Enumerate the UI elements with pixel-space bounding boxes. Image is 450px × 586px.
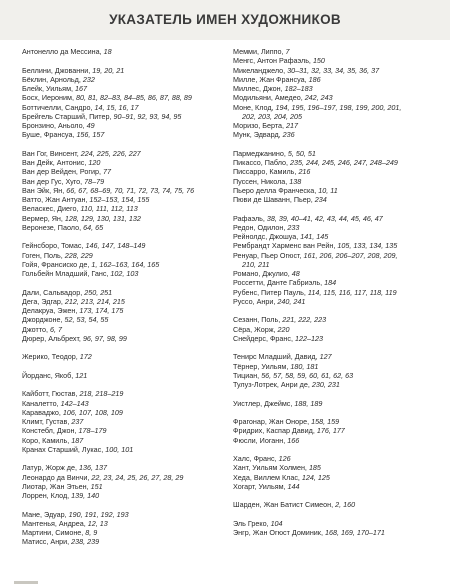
page-numbers: 96, 97, 98, 99 <box>82 333 127 343</box>
artist-name: Пуссен, Никола, <box>233 176 290 186</box>
page-numbers: 18 <box>103 47 112 56</box>
artist-name: Гоген, Поль, <box>22 250 65 260</box>
artist-name: Фрагонар, Жан Оноре, <box>233 417 312 426</box>
index-group <box>233 214 443 307</box>
page-numbers: 233 <box>287 222 300 232</box>
page-numbers: 80, 81, 82–83, 84–85, 86, 87, 88, 89 <box>75 93 192 103</box>
index-entry <box>22 186 228 195</box>
artist-name: Тулуз-Лотрек, Анри де, <box>233 380 312 389</box>
index-entry <box>233 84 443 93</box>
index-entry <box>233 463 443 472</box>
page-numbers: 242, 243 <box>304 93 333 103</box>
page-numbers: 172 <box>79 352 92 362</box>
artist-name: Фридрих, Каспар Давид, <box>233 426 317 436</box>
index-group <box>22 510 228 547</box>
artist-name: Хант, Уильям Холмен, <box>233 463 309 473</box>
index-group <box>22 47 228 56</box>
artist-name: Рембрандт Харменс ван Рейн, <box>233 241 338 251</box>
artist-name: Матисс, Анри, <box>22 537 72 547</box>
artist-name: Кранах Старший, Лукас, <box>22 444 106 454</box>
index-entry <box>233 177 443 186</box>
index-entry <box>22 297 228 306</box>
index-group <box>233 47 443 140</box>
index-column-left <box>22 47 228 556</box>
artist-name: Редон, Одилон, <box>233 222 288 232</box>
page-numbers-continued: 210, 211 <box>242 259 270 269</box>
index-group <box>22 389 228 454</box>
artist-name: Йорданс, Якоб, <box>22 370 76 380</box>
page-numbers: 102, 103 <box>110 269 139 278</box>
page-numbers: 7 <box>285 47 290 56</box>
artist-name: Фюсли, Иоганн, <box>233 435 288 445</box>
index-entry <box>233 75 443 84</box>
page-numbers: 144 <box>287 481 300 491</box>
index-entry <box>22 371 228 380</box>
index-entry <box>233 473 443 482</box>
artist-name: Гейнсборо, Томас, <box>22 241 86 251</box>
index-entry <box>22 491 228 500</box>
index-entry <box>22 223 228 232</box>
page-numbers: 185 <box>308 463 321 473</box>
artist-name: Пармеджанино, <box>233 148 288 158</box>
index-group <box>233 417 443 445</box>
index-group <box>22 288 228 344</box>
index-group <box>22 149 228 232</box>
index-entry <box>233 103 443 122</box>
index-entry <box>233 214 443 223</box>
artist-name: Пюви де Шаванн, Пьер, <box>233 195 315 204</box>
page-numbers: 19, 20, 21 <box>92 65 125 75</box>
page-numbers: 105, 133, 134, 135 <box>337 241 398 251</box>
artist-name: Ван дер Вейден, Рогир, <box>22 167 104 177</box>
index-entry <box>22 214 228 223</box>
page-numbers: 176, 177 <box>316 426 345 436</box>
index-entry <box>22 445 228 454</box>
index-entry <box>233 454 443 463</box>
page-numbers: 188, 189 <box>294 398 323 408</box>
index-entry <box>233 426 443 435</box>
index-entry <box>233 47 443 56</box>
artist-name: Веласкес, Диего, <box>22 204 81 214</box>
page-title: УКАЗАТЕЛЬ ИМЕН ХУДОЖНИКОВ <box>109 12 341 27</box>
index-entry <box>233 269 443 278</box>
artist-name: Сезанн, Поль, <box>233 315 283 325</box>
artist-name: Бёклин, Арнольд, <box>22 74 83 84</box>
index-group <box>22 463 228 500</box>
artist-name: Модильяни, Амедео, <box>233 93 305 103</box>
index-entry <box>233 56 443 65</box>
artist-name: Уистлер, Джеймс, <box>233 398 295 408</box>
page-numbers: 187 <box>71 435 84 445</box>
index-entry <box>233 399 443 408</box>
page-numbers: 186 <box>308 74 321 84</box>
index-entry <box>22 537 228 546</box>
page-numbers: 141, 145 <box>300 232 329 241</box>
page-numbers: 237 <box>71 417 84 426</box>
index-entry <box>22 528 228 537</box>
artist-name: Ван Эйк, Ян, <box>22 185 67 195</box>
artist-name: Писсарро, Камиль, <box>233 167 299 177</box>
artist-name: Тёрнер, Уильям, <box>233 361 291 371</box>
index-group <box>22 241 228 278</box>
artist-name: Ватто, Жан Антуан, <box>22 195 90 204</box>
page-numbers: 64, 65 <box>83 222 104 232</box>
artist-name: Боттичелли, Сандро, <box>22 102 95 112</box>
page-numbers: 146, 147, 148–149 <box>85 241 146 251</box>
index-entry <box>22 195 228 204</box>
page-numbers: 166 <box>287 435 300 445</box>
artist-name: Латур, Жорж де, <box>22 463 79 473</box>
index-entry <box>233 278 443 287</box>
artist-name: Мунк, Эдвард, <box>233 130 283 140</box>
artist-name: Пикассо, Пабло, <box>233 158 290 167</box>
index-entry <box>22 177 228 186</box>
artist-name: Дюрер, Альбрехт, <box>22 333 83 343</box>
artist-name: Рафаэль, <box>233 213 267 223</box>
index-entry <box>22 334 228 343</box>
page-numbers: 114, 115, 116, 117, 118, 119 <box>307 287 397 297</box>
artist-name: Босх, Иероним, <box>22 93 76 103</box>
artist-name: Мантенья, Андреа, <box>22 518 88 528</box>
page-numbers: 218, 218–219 <box>79 389 124 399</box>
artist-name: Менгс, Антон Рафаэль, <box>233 56 313 66</box>
index-entry <box>22 149 228 158</box>
page-numbers: 110, 111, 112, 113 <box>80 204 138 214</box>
page-numbers: 224, 225, 226, 227 <box>80 148 141 158</box>
index-entry <box>22 241 228 250</box>
artist-name: Бронзино, Аньоло, <box>22 121 87 130</box>
index-entry <box>233 130 443 139</box>
index-entry <box>22 426 228 435</box>
artist-name: Констебл, Джон, <box>22 426 79 436</box>
index-entry <box>22 93 228 102</box>
artist-name: Пьеро делла Франческа, <box>233 185 319 195</box>
index-entry <box>233 325 443 334</box>
artist-name: Джорджоне, <box>22 315 65 325</box>
index-entry <box>22 130 228 139</box>
page-numbers: 100, 101 <box>105 444 134 454</box>
page-numbers: 66, 67, 68–69, 70, 71, 72, 73, 74, 75, 76 <box>66 185 195 195</box>
index-entry <box>233 362 443 371</box>
index-entry <box>22 482 228 491</box>
artist-name: Микеланджело, <box>233 65 288 75</box>
page-numbers: 190, 191, 192, 193 <box>68 509 129 519</box>
index-entry <box>22 269 228 278</box>
index-entry <box>22 519 228 528</box>
artist-name: Моризо, Берта, <box>233 121 287 130</box>
page-numbers: 158, 159 <box>311 417 340 426</box>
index-entry <box>233 232 443 241</box>
index-entry <box>22 417 228 426</box>
index-entry <box>22 251 228 260</box>
page-numbers: 184 <box>324 278 337 288</box>
page-numbers: 142–143 <box>60 398 89 408</box>
artist-name: Эль Греко, <box>233 518 271 528</box>
index-entry <box>233 121 443 130</box>
page-numbers: 234 <box>314 195 327 204</box>
index-entry <box>22 66 228 75</box>
page-numbers: 2, 160 <box>335 500 356 510</box>
artist-name: Руссо, Анри, <box>233 296 278 306</box>
page-numbers: 5, 50, 51 <box>287 148 316 158</box>
page-numbers: 127 <box>319 352 332 362</box>
index-entry <box>22 306 228 315</box>
index-entry <box>233 417 443 426</box>
index-entry <box>22 47 228 56</box>
artist-name: Гойя, Франсиско де, <box>22 259 92 269</box>
index-entry <box>22 121 228 130</box>
index-entry <box>22 436 228 445</box>
index-entry <box>22 473 228 482</box>
artist-name: Ван дер Гус, Хуго, <box>22 176 85 186</box>
page-numbers-continued: 202, 203, 204, 205 <box>242 111 302 121</box>
page-numbers: 220 <box>277 324 290 334</box>
artist-name: Коро, Камиль, <box>22 435 72 445</box>
artist-name: Моне, Клод, <box>233 102 276 112</box>
index-entry <box>233 251 443 270</box>
page-numbers: 235, 244, 245, 246, 247, 248–249 <box>289 158 398 167</box>
page-numbers: 14, 15, 16, 17 <box>94 102 139 112</box>
index-entry <box>233 500 443 509</box>
page-numbers: 182–183 <box>284 84 313 93</box>
index-entry <box>233 223 443 232</box>
page-numbers: 78–79 <box>84 176 105 186</box>
artist-name: Беллини, Джованни, <box>22 65 93 75</box>
artist-name: Лоррен, Клод, <box>22 491 72 500</box>
artist-name: Тенирс Младший, Давид, <box>233 352 320 362</box>
artist-name: Вермер, Ян, <box>22 213 65 223</box>
page-numbers: 38, 39, 40–41, 42, 43, 44, 45, 46, 47 <box>266 213 383 223</box>
page-numbers: 120 <box>88 158 101 167</box>
index-entry <box>22 408 228 417</box>
index-group <box>233 149 443 205</box>
page-numbers: 167 <box>75 84 88 93</box>
artist-name: Климт, Густав, <box>22 417 72 426</box>
artist-name: Ван Гог, Винсент, <box>22 148 81 158</box>
artist-name: Брейгель Старший, Питер, <box>22 111 114 121</box>
artist-name: Тициан, <box>233 370 262 380</box>
index-group <box>233 399 443 408</box>
page-numbers: 124, 125 <box>301 472 330 482</box>
page-numbers: 10, 11 <box>318 185 338 195</box>
artist-name: Делакруа, Эжен, <box>22 306 80 315</box>
artist-name: Шарден, Жан Батист Симеон, <box>233 500 336 510</box>
artist-name: Антонелло да Мессина, <box>22 47 104 56</box>
artist-name: Буше, Франсуа, <box>22 130 77 140</box>
artist-name: Дали, Сальвадор, <box>22 287 85 297</box>
artist-name: Россетти, Данте Габриэль, <box>233 278 325 288</box>
page-numbers: 216 <box>298 167 311 177</box>
artist-name: Мане, Эдуар, <box>22 509 69 519</box>
artist-name: Хеда, Виллем Клас, <box>233 472 302 482</box>
index-entry <box>22 75 228 84</box>
index-group <box>22 66 228 140</box>
artist-name: Мемми, Липпо, <box>233 47 286 56</box>
page-numbers: 128, 129, 130, 131, 132 <box>64 213 141 223</box>
page-numbers: 228, 229 <box>64 250 93 260</box>
page-numbers: 178–179 <box>78 426 107 436</box>
artist-name: Веронезе, Паоло, <box>22 222 84 232</box>
page-numbers: 90–91, 92, 93, 94, 95 <box>113 111 182 121</box>
index-entry <box>233 528 443 537</box>
page-numbers: 212, 213, 214, 215 <box>64 296 125 306</box>
page-numbers: 30–31, 32, 33, 34, 35, 36, 37 <box>287 65 380 75</box>
page-numbers: 138 <box>289 176 302 186</box>
index-entry <box>22 204 228 213</box>
index-entry <box>233 149 443 158</box>
index-entry <box>22 167 228 176</box>
page-numbers: 106, 107, 108, 109 <box>62 407 123 417</box>
index-group <box>233 519 443 538</box>
index-entry <box>233 519 443 528</box>
artist-name: Дега, Эдгар, <box>22 296 65 306</box>
page-numbers: 180, 181 <box>290 361 319 371</box>
index-entry <box>22 399 228 408</box>
page-numbers: 56, 57, 58, 59, 60, 61, 62, 63 <box>261 370 354 380</box>
index-entry <box>22 510 228 519</box>
artist-name: Леонардо да Винчи, <box>22 472 92 482</box>
artist-name: Снейдерс, Франс, <box>233 333 295 343</box>
artist-name: Кайботт, Гюстав, <box>22 389 80 399</box>
artist-name: Рубенс, Питер Пауль, <box>233 287 308 297</box>
index-group <box>22 371 228 380</box>
page-numbers: 161, 206, 206–207, 208, 209, <box>303 250 398 260</box>
index-entry <box>22 315 228 324</box>
index-entry <box>22 260 228 269</box>
index-entry <box>233 158 443 167</box>
index-entry <box>22 288 228 297</box>
index-entry <box>233 186 443 195</box>
page-numbers: 221, 222, 223 <box>282 315 327 325</box>
index-entry <box>22 389 228 398</box>
page-numbers: 173, 174, 175 <box>79 306 124 315</box>
index-entry <box>233 66 443 75</box>
artist-name: Мартини, Симоне, <box>22 528 86 537</box>
artist-name: Блейк, Уильям, <box>22 84 76 93</box>
artist-name: Лиотар, Жан Этьен, <box>22 481 91 491</box>
page-numbers: 8, 9 <box>85 528 98 537</box>
page-numbers: 126 <box>278 454 291 463</box>
artist-name: Миллес, Джон, <box>233 84 285 93</box>
artist-name: Ван Дейк, Антонис, <box>22 158 89 167</box>
artist-name: Джотто, <box>22 324 51 334</box>
index-entry <box>233 371 443 380</box>
index-group <box>22 352 228 361</box>
index-entry <box>22 112 228 121</box>
artist-name: Хогарт, Уильям, <box>233 481 288 491</box>
index-entry <box>233 380 443 389</box>
page-numbers: 232 <box>82 74 95 84</box>
page-footer-mark <box>14 581 38 584</box>
page-numbers: 150 <box>312 56 325 66</box>
page-numbers: 139, 140 <box>71 491 100 500</box>
index-entry <box>233 167 443 176</box>
page-numbers: 151 <box>90 481 103 491</box>
index-column-right <box>233 47 443 547</box>
index-group <box>233 352 443 389</box>
artist-name: Энгр, Жан Огюст Доминик, <box>233 528 325 537</box>
index-entry <box>233 288 443 297</box>
index-entry <box>233 436 443 445</box>
page-numbers: 104 <box>270 518 283 528</box>
index-group <box>233 454 443 491</box>
index-group <box>233 500 443 509</box>
index-entry <box>22 158 228 167</box>
index-entry <box>22 463 228 472</box>
page-numbers: 238, 239 <box>71 537 100 547</box>
artist-name: Каналетто, <box>22 398 61 408</box>
page-numbers: 1, 162–163, 164, 165 <box>91 259 160 269</box>
page-numbers: 48 <box>291 269 300 278</box>
page-numbers: 121 <box>75 370 88 380</box>
page-numbers: 6, 7 <box>50 324 63 334</box>
artist-name: Гольбейн Младший, Ганс, <box>22 269 111 278</box>
artist-name: Сёра, Жорж, <box>233 324 278 334</box>
page-numbers: 52, 53, 54, 55 <box>64 315 109 325</box>
page-numbers: 168, 169, 170–171 <box>324 528 385 537</box>
index-entry <box>233 334 443 343</box>
index-entry <box>233 297 443 306</box>
page-numbers: 152–153, 154, 155 <box>89 195 150 204</box>
page-numbers: 136, 137 <box>78 463 107 473</box>
index-entry <box>233 482 443 491</box>
index-entry <box>233 93 443 102</box>
page-numbers: 250, 251 <box>84 287 113 297</box>
artist-name: Милле, Жан Франсуа, <box>233 74 309 84</box>
page-numbers: 156, 157 <box>76 130 105 140</box>
artist-name: Романо, Джулио, <box>233 269 292 278</box>
artist-name: Жерико, Теодор, <box>22 352 80 362</box>
index-entry <box>233 241 443 250</box>
index-group <box>233 315 443 343</box>
page-numbers: 49 <box>86 121 95 130</box>
page-numbers: 240, 241 <box>277 296 306 306</box>
index-entry <box>233 315 443 324</box>
index-entry <box>22 325 228 334</box>
index-entry <box>233 195 443 204</box>
page-numbers: 12, 13 <box>87 518 108 528</box>
page-numbers: 122–123 <box>294 333 323 343</box>
artist-name: Ренуар, Пьер Огюст, <box>233 250 304 260</box>
page-numbers: 77 <box>103 167 112 177</box>
page-numbers: 22, 23, 24, 25, 26, 27, 28, 29 <box>91 472 184 482</box>
index-entry <box>22 103 228 112</box>
page-numbers: 194, 195, 196–197, 198, 199, 200, 201, <box>275 102 402 112</box>
index-entry <box>22 352 228 361</box>
artist-name: Караваджо, <box>22 407 63 417</box>
page-numbers: 236 <box>282 130 295 140</box>
page-numbers: 230, 231 <box>311 380 340 389</box>
artist-name: Халс, Франс, <box>233 454 279 463</box>
artist-name: Рейнолдс, Джошуа, <box>233 232 301 241</box>
index-entry <box>233 352 443 361</box>
page-numbers: 217 <box>286 121 299 130</box>
index-entry <box>22 84 228 93</box>
